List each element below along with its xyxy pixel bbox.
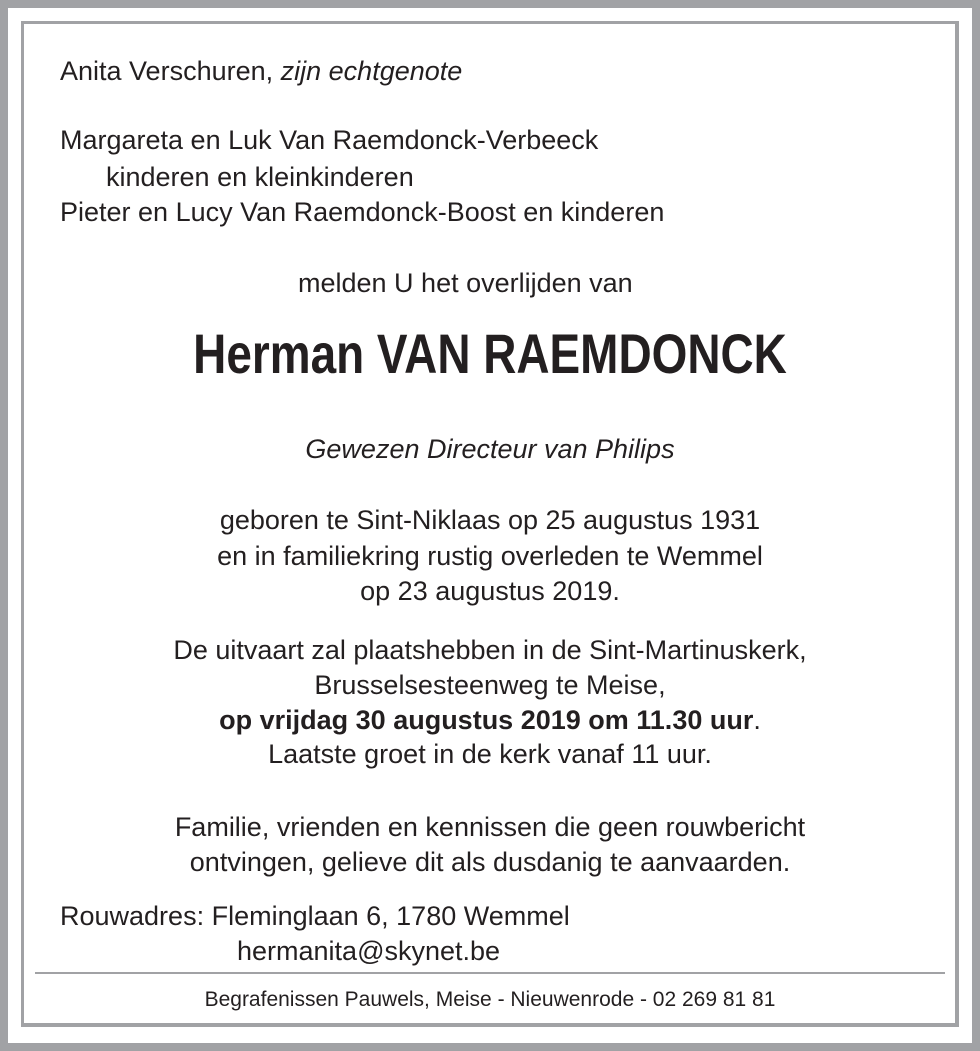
funeral-line-2: Brusselsesteenweg te Meise, — [314, 670, 666, 700]
notice-line-2: ontvingen, gelieve dit als dusdanig te aanvaarden. — [189, 847, 791, 877]
announcement: melden U het overlijden van — [298, 268, 633, 298]
life-line-3: op 23 augustus 2019. — [360, 576, 620, 606]
deceased-title: Gewezen Directeur van Philips — [305, 434, 675, 464]
spouse-role: zijn echtgenote — [280, 56, 463, 86]
funeral-home-footer: Begrafenissen Pauwels, Meise - Nieuwenrode - 02 269 81 81 — [204, 988, 776, 1011]
spouse-line — [60, 58, 462, 85]
spouse-name: Anita Verschuren, — [60, 56, 274, 86]
deceased-name: Herman VAN RAEMDONCK — [193, 322, 787, 385]
funeral-date: op vrijdag 30 augustus 2019 om 11.30 uur — [219, 705, 754, 735]
period: . — [753, 705, 761, 735]
funeral-date-line — [0, 707, 980, 734]
divider — [35, 972, 945, 974]
notice-line-1: Familie, vrienden en kennissen die geen rouwbericht — [174, 812, 806, 842]
funeral-line-1: De uitvaart zal plaatshebben in de Sint-Martinuskerk, — [173, 635, 807, 665]
life-line-1: geboren te Sint-Niklaas op 25 augustus 1931 — [219, 505, 761, 535]
family-line-3: Pieter en Lucy Van Raemdonck-Boost en kinderen — [60, 197, 665, 227]
funeral-line-4: Laatste groet in de kerk vanaf 11 uur. — [268, 739, 712, 769]
family-line-1: Margareta en Luk Van Raemdonck-Verbeeck — [60, 125, 599, 155]
life-line-2: en in familiekring rustig overleden te Wemmel — [217, 541, 763, 571]
address: Rouwadres: Fleminglaan 6, 1780 Wemmel — [60, 901, 570, 931]
email: hermanita@skynet.be — [237, 936, 501, 966]
family-line-2: kinderen en kleinkinderen — [106, 162, 414, 192]
